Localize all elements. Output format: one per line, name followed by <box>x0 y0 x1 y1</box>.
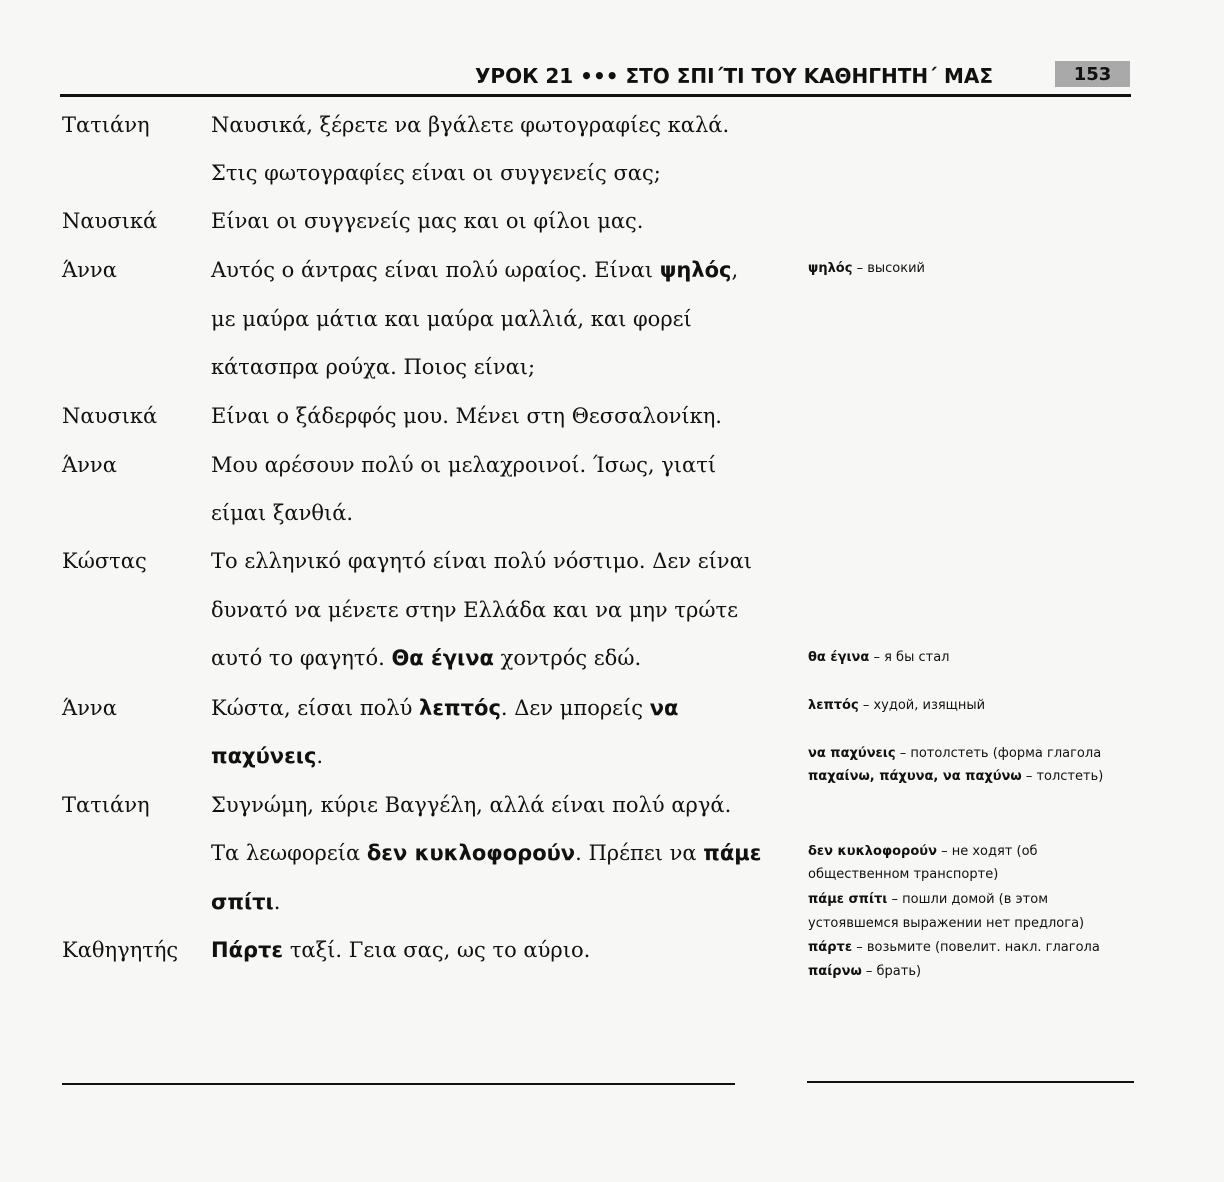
glossary-entry: να παχύνεις – потолстеть (форма глагола <box>808 746 1102 761</box>
dialogue-line: είμαι ξανθιά. <box>211 501 354 525</box>
running-header: УРОК 21 ••• ΣΤΟ ΣΠΙ΄ΤΙ ΤΟΥ ΚΑΘΗΓΗΤΗ΄ ΜΑΣ <box>475 64 993 88</box>
glossary-entry: ψηλός – высокий <box>808 261 925 276</box>
dialogue-line: Είναι οι συγγενείς μας και οι φίλοι μας. <box>211 209 644 233</box>
speaker: Τατιάνη <box>62 113 150 137</box>
glossary-entry: общественном транспорте) <box>808 867 999 882</box>
speaker: Ναυσικά <box>62 209 158 233</box>
dialogue-line: με μαύρα μάτια και μαύρα μαλλιά, και φορεί <box>211 307 692 331</box>
speaker: Άννα <box>62 696 117 720</box>
speaker: Καθηγητής <box>62 938 179 962</box>
dialogue-line: παχύνεις. <box>211 744 324 768</box>
glossary-entry: πάρτε – возьмите (повелит. накл. глагола <box>808 940 1100 955</box>
dialogue-line: αυτό το φαγητό. Θα έγινα χοντρός εδώ. <box>211 646 642 670</box>
dialogue-line: Ναυσικά, ξέρετε να βγάλετε φωτογραφίες καλά. <box>211 113 730 137</box>
glossary-entry: устоявшемся выражении нет предлога) <box>808 916 1085 931</box>
glossary-entry: παχαίνω, πάχυνα, να παχύνω – толстеть) <box>808 769 1104 784</box>
dialogue-line: σπίτι. <box>211 890 281 914</box>
footer-rule-right <box>807 1081 1134 1083</box>
dialogue-line: Συγνώμη, κύριε Βαγγέλη, αλλά είναι πολύ αργά. <box>211 793 732 817</box>
dialogue-line: δυνατό να μένετε στην Ελλάδα και να μην τρώτε <box>211 598 738 622</box>
glossary-entry: θα έγινα – я бы стал <box>808 650 950 665</box>
glossary-entry: παίρνω – брать) <box>808 964 922 979</box>
dialogue-line: Στις φωτογραφίες είναι οι συγγενείς σας; <box>211 161 661 185</box>
speaker: Άννα <box>62 258 117 282</box>
dialogue-line: Είναι ο ξάδερφός μου. Μένει στη Θεσσαλονίκη. <box>211 404 722 428</box>
dialogue-line: Πάρτε ταξί. Γεια σας, ως το αύριο. <box>211 938 591 962</box>
dialogue-line: Τα λεωφορεία δεν κυκλοφορούν. Πρέπει να πάμε <box>211 841 762 865</box>
header-rule <box>60 94 1131 97</box>
dialogue-line: Αυτός ο άντρας είναι πολύ ωραίος. Είναι ψηλός, <box>211 258 739 282</box>
dialogue-line: κάτασπρα ρούχα. Ποιος είναι; <box>211 355 536 379</box>
page-number: 153 <box>1055 61 1130 87</box>
speaker: Άννα <box>62 453 117 477</box>
dialogue-line: Το ελληνικό φαγητό είναι πολύ νόστιμο. Δεν είναι <box>211 549 752 573</box>
speaker: Κώστας <box>62 549 147 573</box>
glossary-entry: λεπτός – худой, изящный <box>808 698 986 713</box>
dialogue-line: Μου αρέσουν πολύ οι μελαχροινοί. Ίσως, γιατί <box>211 453 717 477</box>
footer-rule-left <box>62 1083 735 1085</box>
speaker: Ναυσικά <box>62 404 158 428</box>
glossary-entry: δεν κυκλοφορούν – не ходят (об <box>808 844 1038 859</box>
speaker: Τατιάνη <box>62 793 150 817</box>
glossary-entry: πάμε σπίτι – пошли домой (в этом <box>808 892 1049 907</box>
dialogue-line: Κώστα, είσαι πολύ λεπτός. Δεν μπορείς να <box>211 696 679 720</box>
